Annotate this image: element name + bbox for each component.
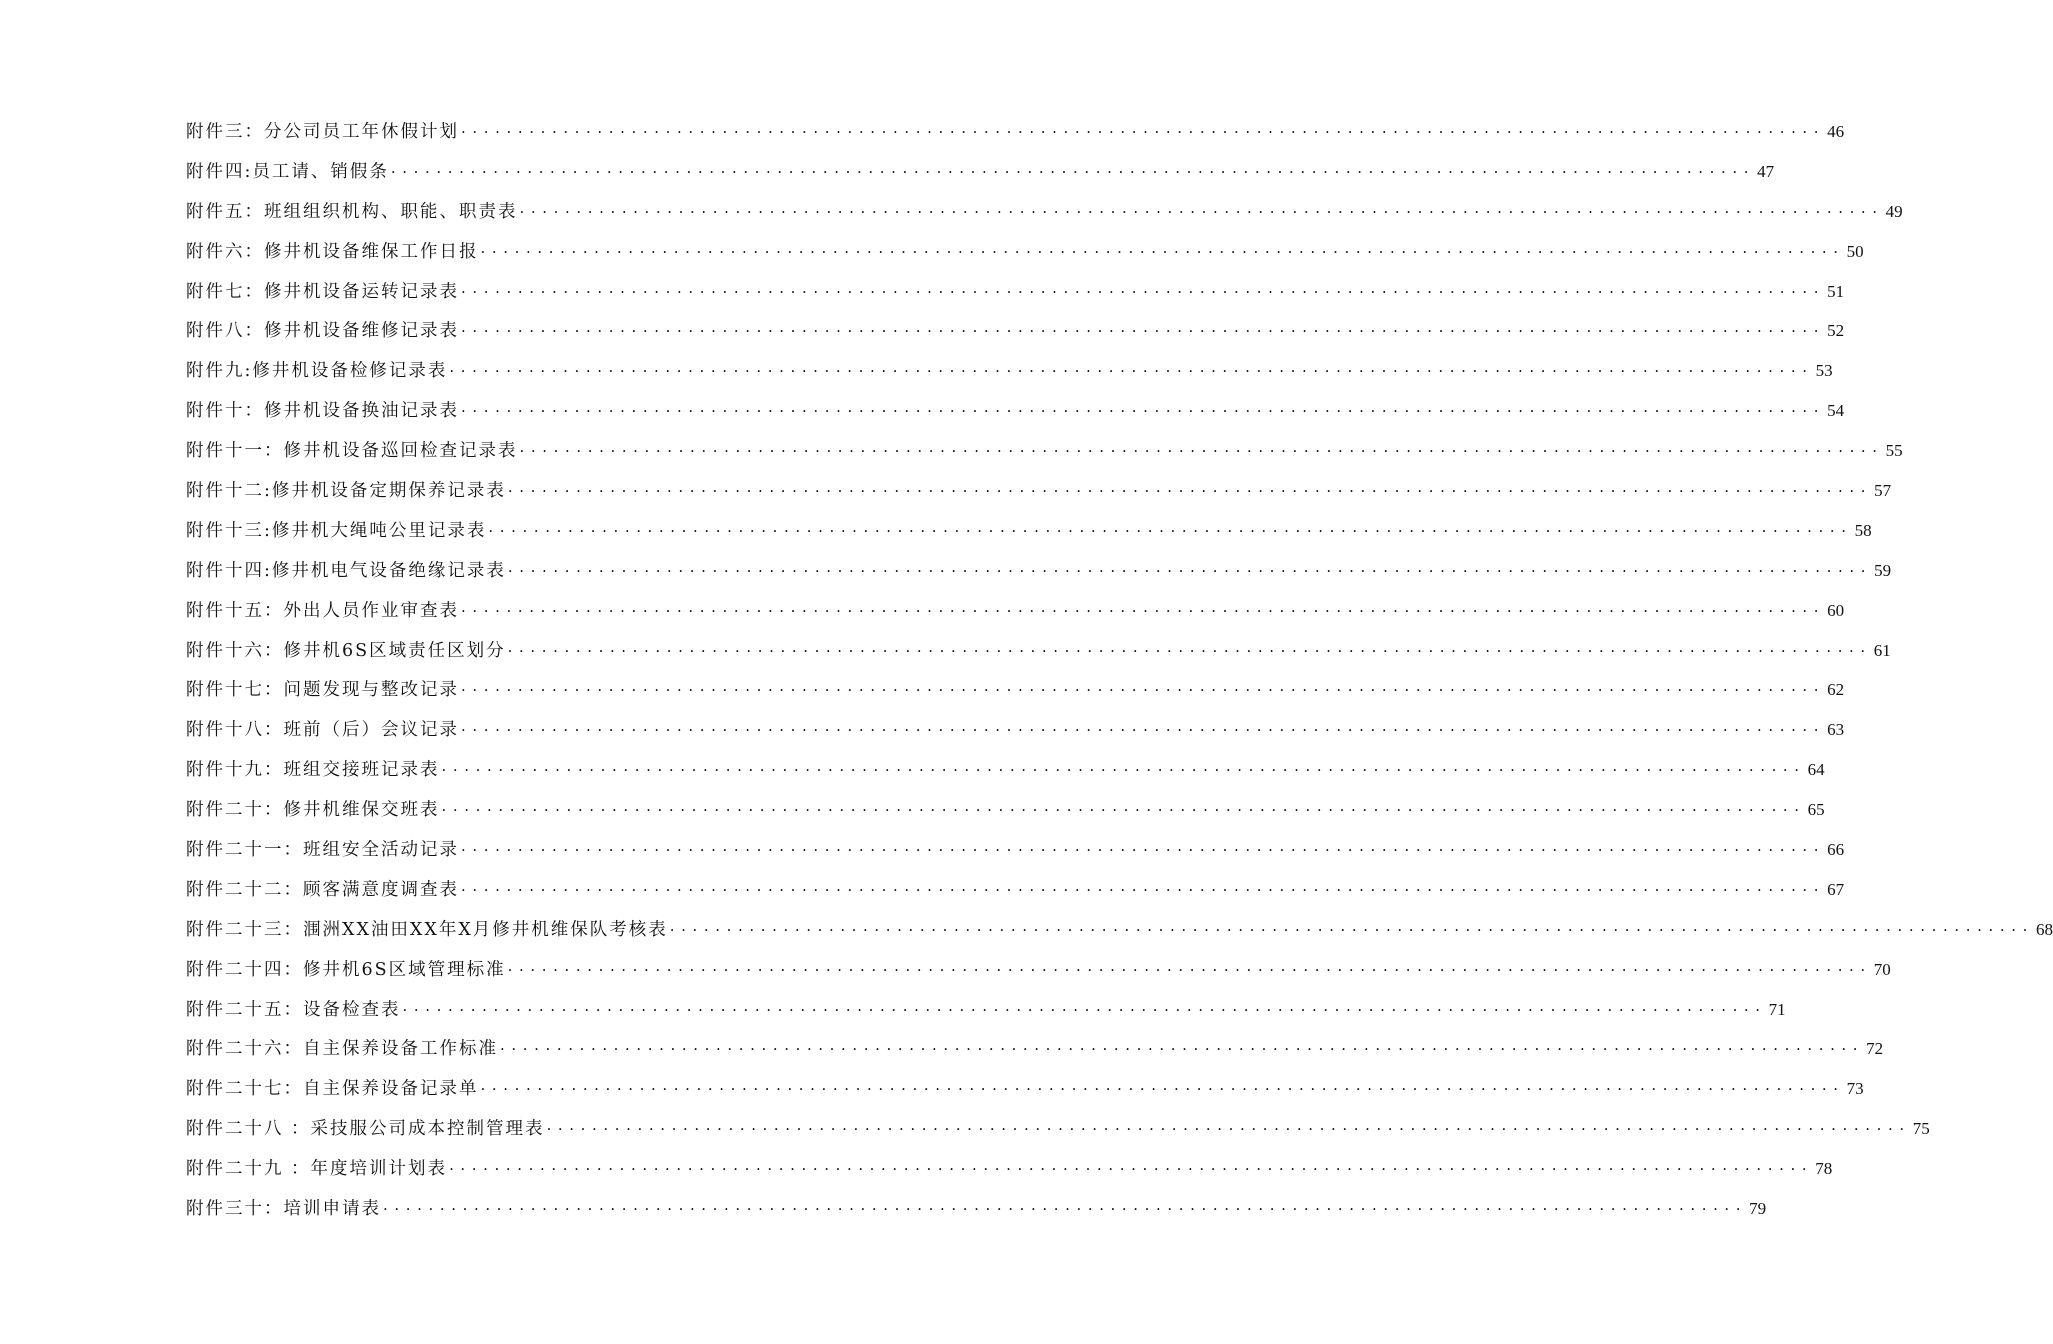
dot-leader: ························································································································ [441, 761, 1806, 780]
toc-entry[interactable] [186, 477, 1892, 517]
toc-page-number: 50 [1846, 241, 1864, 261]
toc-entry[interactable] [186, 956, 1891, 996]
toc-entry[interactable] [186, 1035, 1884, 1075]
dot-leader: ························································································································ [461, 402, 1826, 421]
toc-entry[interactable] [186, 597, 1845, 637]
toc-entry-title: 附件二十七：自主保养设备记录单 [186, 1079, 479, 1100]
dot-leader: ························································································································ [461, 322, 1826, 341]
toc-entry-title: 附件五：班组组织机构、职能、职责表 [186, 201, 518, 222]
dot-leader: ························································································································ [383, 1200, 1748, 1219]
toc-entry[interactable] [186, 437, 1903, 477]
toc-page-number: 67 [1827, 879, 1845, 899]
toc-entry[interactable] [186, 278, 1845, 318]
toc-page-number: 79 [1749, 1199, 1767, 1219]
toc-entry-title: 附件十五：外出人员作业审查表 [186, 600, 459, 621]
dot-leader: ························································································································ [480, 1080, 1845, 1099]
dot-leader: ························································································································ [390, 162, 1756, 181]
toc-entry[interactable] [186, 1075, 1864, 1115]
dot-leader: ························································································································ [507, 482, 1873, 501]
toc-entry[interactable] [186, 1195, 1767, 1235]
dot-leader: ························································································································ [461, 880, 1826, 899]
dot-leader: ························································································································ [507, 561, 1873, 580]
toc-entry-title: 附件十四:修井机电气设备绝缘记录表 [186, 560, 506, 581]
toc-entry[interactable] [186, 1155, 1833, 1195]
dot-leader: ························································································································ [461, 601, 1826, 620]
dot-leader: ························································································································ [449, 1160, 1814, 1179]
toc-entry[interactable] [186, 557, 1892, 597]
dot-leader: ························································································································ [546, 1120, 1911, 1139]
toc-entry[interactable] [186, 916, 2053, 956]
toc-page-number: 51 [1827, 281, 1845, 301]
toc-entry-title: 附件十八：班前（后）会议记录 [186, 720, 459, 741]
toc-entry[interactable] [186, 357, 1833, 397]
toc-page-number: 57 [1874, 481, 1892, 501]
toc-page-number: 58 [1854, 520, 1872, 540]
toc-page-number: 75 [1912, 1119, 1930, 1139]
toc-page-number: 59 [1874, 560, 1892, 580]
toc-entry[interactable] [186, 238, 1864, 278]
toc-entry[interactable] [186, 836, 1845, 876]
toc-entry[interactable] [186, 198, 1903, 238]
toc-entry-title: 附件二十五：设备检查表 [186, 999, 401, 1020]
toc-entry-title: 附件二十四：修井机6S区域管理标准 [186, 959, 506, 980]
dot-leader: ························································································································ [488, 521, 1853, 540]
dot-leader: ························································································································ [480, 242, 1845, 261]
toc-page-number: 70 [1873, 959, 1891, 979]
toc-entry[interactable] [186, 756, 1825, 796]
toc-page-number: 72 [1866, 1039, 1884, 1059]
toc-entry[interactable] [186, 317, 1845, 357]
toc-entry[interactable] [186, 637, 1891, 677]
toc-page-number: 71 [1768, 999, 1786, 1019]
toc-page-number: 52 [1827, 321, 1845, 341]
toc-entry-title: 附件十六：修井机6S区域责任区划分 [186, 640, 506, 661]
toc-entry[interactable] [186, 118, 1845, 158]
toc-entry[interactable] [186, 996, 1786, 1036]
dot-leader: ························································································································ [461, 123, 1826, 141]
toc-entry[interactable] [186, 397, 1845, 437]
toc-entry-title: 附件二十一：班组安全活动记录 [186, 840, 459, 861]
dot-leader: ························································································································ [461, 841, 1826, 860]
toc-entry-title: 附件十二:修井机设备定期保养记录表 [186, 481, 506, 502]
table-of-contents [186, 118, 2053, 1235]
toc-page-number: 53 [1815, 361, 1833, 381]
dot-leader: ························································································································ [507, 641, 1872, 660]
dot-leader: ························································································································ [461, 681, 1826, 700]
toc-entry[interactable] [186, 876, 1845, 916]
toc-entry-title: 附件三十：培训申请表 [186, 1199, 381, 1220]
toc-page-number: 55 [1885, 441, 1903, 461]
toc-page-number: 64 [1807, 760, 1825, 780]
dot-leader: ························································································································ [500, 1040, 1865, 1059]
toc-page-number: 49 [1885, 201, 1903, 221]
toc-page-number: 68 [2035, 919, 2053, 939]
toc-page-number: 61 [1873, 640, 1891, 660]
toc-entry-title: 附件二十：修井机维保交班表 [186, 800, 440, 821]
toc-page-number: 73 [1846, 1079, 1864, 1099]
toc-page-number: 65 [1807, 800, 1825, 820]
toc-entry-title: 附件二十八 ：采技服公司成本控制管理表 [186, 1119, 545, 1140]
toc-entry-title: 附件八：修井机设备维修记录表 [186, 321, 459, 342]
dot-leader: ························································································································ [519, 442, 1884, 461]
toc-entry-title: 附件三：分公司员工年休假计划 [186, 122, 459, 142]
toc-entry-title: 附件二十九 ：年度培训计划表 [186, 1159, 448, 1180]
toc-entry-title: 附件二十六：自主保养设备工作标准 [186, 1039, 498, 1060]
toc-entry[interactable] [186, 158, 1775, 198]
toc-entry[interactable] [186, 716, 1845, 756]
dot-leader: ························································································································ [507, 960, 1872, 979]
toc-entry-title: 附件七：修井机设备运转记录表 [186, 281, 459, 302]
toc-entry-title: 附件十七：问题发现与整改记录 [186, 680, 459, 701]
toc-entry-title: 附件四:员工请、销假条 [186, 161, 389, 182]
dot-leader: ························································································································ [461, 282, 1826, 301]
toc-entry[interactable] [186, 517, 1872, 557]
toc-entry-title: 附件十一：修井机设备巡回检查记录表 [186, 441, 518, 462]
toc-entry[interactable] [186, 796, 1825, 836]
toc-page-number: 62 [1827, 680, 1845, 700]
toc-entry-title: 附件十：修井机设备换油记录表 [186, 401, 459, 422]
toc-entry[interactable] [186, 1115, 1930, 1155]
toc-page-number: 60 [1827, 600, 1845, 620]
dot-leader: ························································································································ [519, 202, 1884, 221]
toc-entry-title: 附件十三:修井机大绳吨公里记录表 [186, 520, 487, 541]
toc-entry-title: 附件九:修井机设备检修记录表 [186, 361, 448, 382]
dot-leader: ························································································································ [449, 362, 1814, 381]
toc-page-number: 47 [1757, 161, 1775, 181]
dot-leader: ························································································································ [402, 1000, 1767, 1019]
dot-leader: ························································································································ [441, 801, 1806, 820]
dot-leader: ························································································································ [461, 721, 1826, 740]
toc-entry-title: 附件二十三：涠洲XX油田XX年X月修井机维保队考核表 [186, 919, 668, 940]
toc-entry-title: 附件六：修井机设备维保工作日报 [186, 241, 479, 262]
dot-leader: ························································································································ [669, 920, 2034, 939]
toc-page-number: 46 [1827, 122, 1845, 141]
toc-entry[interactable] [186, 676, 1845, 716]
toc-page-number: 78 [1815, 1159, 1833, 1179]
toc-page-number: 63 [1827, 720, 1845, 740]
toc-page-number: 54 [1827, 401, 1845, 421]
toc-entry-title: 附件二十二：顾客满意度调查表 [186, 879, 459, 900]
toc-entry-title: 附件十九：班组交接班记录表 [186, 760, 440, 781]
toc-page-number: 66 [1827, 840, 1845, 860]
